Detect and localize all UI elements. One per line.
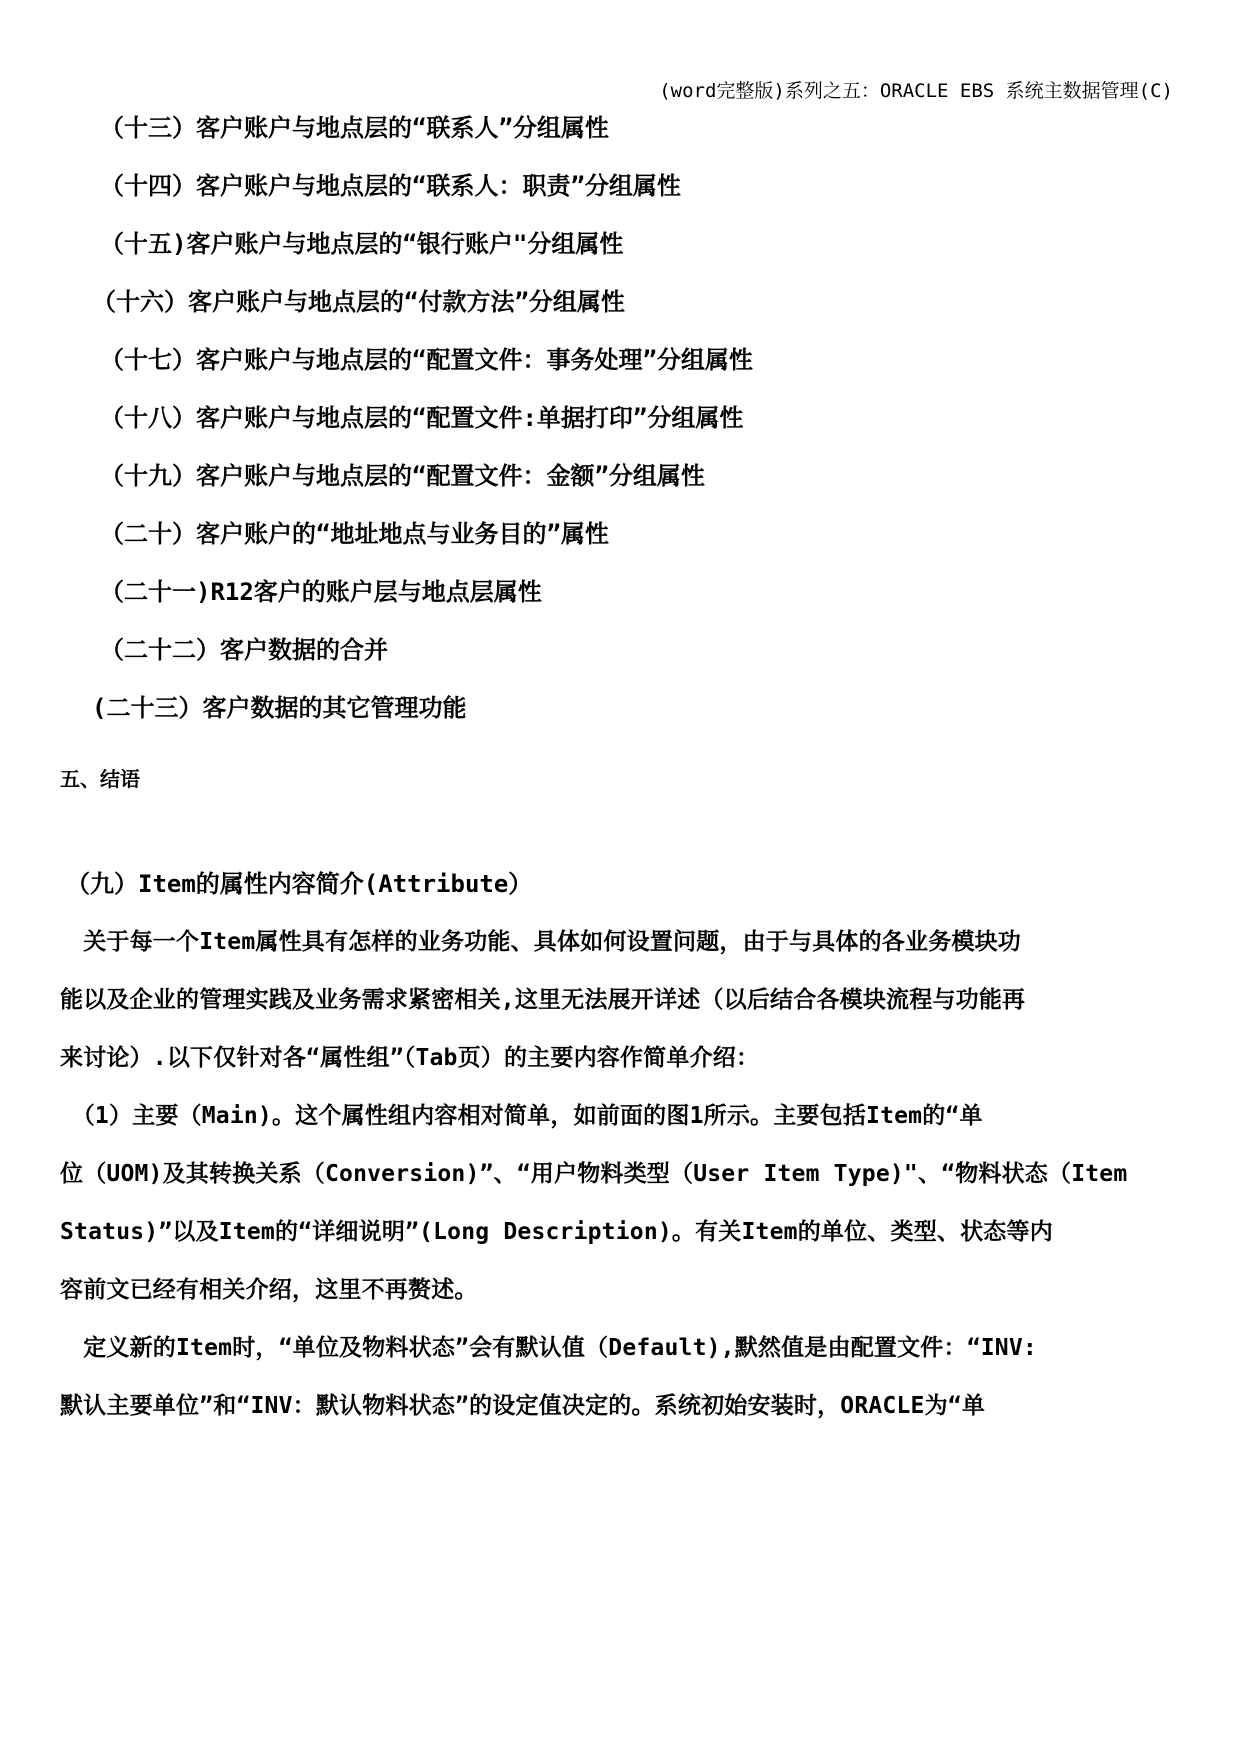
section-title: 五、结语 [60,767,140,791]
toc-item: （十四）客户账户与地点层的“联系人：职责”分组属性 [100,172,681,200]
paragraph-line: 定义新的Item时，“单位及物料状态”会有默认值（Default),默然值是由配置文件：“INV: [60,1335,1037,1361]
toc-item: （十三）客户账户与地点层的“联系人”分组属性 [100,114,609,142]
paragraph-line: （1）主要（Main)。这个属性组内容相对简单，如前面的图1所示。主要包括Item的“单 [60,1103,983,1129]
paragraph-line: 能以及企业的管理实践及业务需求紧密相关,这里无法展开详述（以后结合各模块流程与功能再 [60,987,1026,1013]
toc-item: （十七）客户账户与地点层的“配置文件：事务处理”分组属性 [100,346,753,374]
toc-item: （十六）客户账户与地点层的“付款方法”分组属性 [92,288,625,316]
toc-item: (二十三）客户数据的其它管理功能 [92,694,467,722]
paragraph-line: 关于每一个Item属性具有怎样的业务功能、具体如何设置问题，由于与具体的各业务模块功 [60,929,1021,955]
paragraph-line: Status)”以及Item的“详细说明”(Long Description)。有关Item的单位、类型、状态等内 [60,1219,1053,1245]
paragraph-line: 位（UOM)及其转换关系（Conversion)”、“用户物料类型（User Item Type)"、“物料状态（Item [60,1161,1128,1187]
subsection-title: （九）Item的属性内容简介(Attribute） [66,870,533,898]
toc-item: （十五)客户账户与地点层的“银行账户"分组属性 [100,230,624,258]
toc-item: （十八）客户账户与地点层的“配置文件:单据打印”分组属性 [100,404,744,432]
paragraph-line: 默认主要单位”和“INV：默认物料状态”的设定值决定的。系统初始安装时，ORACLE为“单 [60,1393,986,1419]
toc-item: （十九）客户账户与地点层的“配置文件：金额”分组属性 [100,462,705,490]
toc-item: （二十二）客户数据的合并 [100,636,388,664]
paragraph-line: 来讨论）.以下仅针对各“属性组”（Tab页）的主要内容作简单介绍： [60,1045,760,1071]
toc-item: （二十一)R12客户的账户层与地点层属性 [100,578,542,606]
toc-item: （二十）客户账户的“地址地点与业务目的”属性 [100,520,609,548]
page-header: (word完整版)系列之五：ORACLE EBS 系统主数据管理(C) [659,80,1173,102]
paragraph-line: 容前文已经有相关介绍，这里不再赘述。 [60,1277,478,1303]
